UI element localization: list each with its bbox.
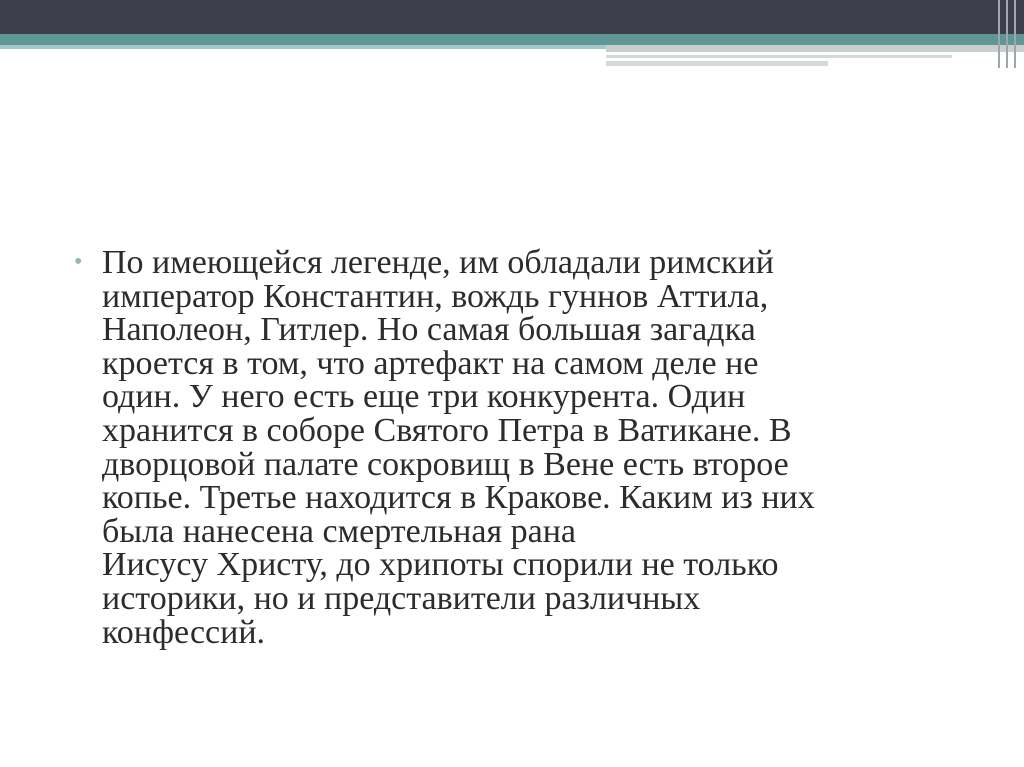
header-band-grey-thin [606, 55, 952, 58]
header-band-grey-short [606, 61, 828, 66]
header-band-grey [606, 45, 1024, 52]
bullet-dot-icon: • [74, 249, 83, 275]
paragraph-line: кроется в том, что артефакт на самом деле не [102, 344, 759, 382]
paragraph-line: историки, но и представители различных [102, 579, 701, 617]
header-vertical-line [1006, 0, 1008, 68]
paragraph-line: Иисусу Христу, до хрипоты спорили не только [102, 546, 779, 584]
header-band-dark [0, 0, 1024, 34]
paragraph-line: император Константин, вождь гуннов Аттила, [102, 277, 769, 315]
header-band-teal [0, 34, 1024, 45]
paragraph-line: дворцовой палате сокровищ в Вене есть второе [102, 445, 789, 483]
paragraph-line: копье. Третье находится в Кракове. Каким из них [102, 479, 815, 517]
paragraph-line: один. У него есть еще три конкурента. Один [102, 378, 746, 416]
header-vertical-line [1014, 0, 1016, 68]
header-band-teal-light [0, 45, 606, 49]
slide-body [72, 246, 972, 649]
paragraph-line: хранится в соборе Святого Петра в Ватикане. В [102, 411, 792, 449]
header-vertical-line [998, 0, 1000, 68]
paragraph-line: По имеющейся легенде, им обладали римский [102, 244, 774, 281]
paragraph-line: конфессий. [102, 613, 266, 651]
paragraph-line: была нанесена смертельная рана [102, 512, 576, 550]
bullet-paragraph [72, 246, 972, 649]
paragraph-line: Наполеон, Гитлер. Но самая большая загадка [102, 311, 756, 349]
